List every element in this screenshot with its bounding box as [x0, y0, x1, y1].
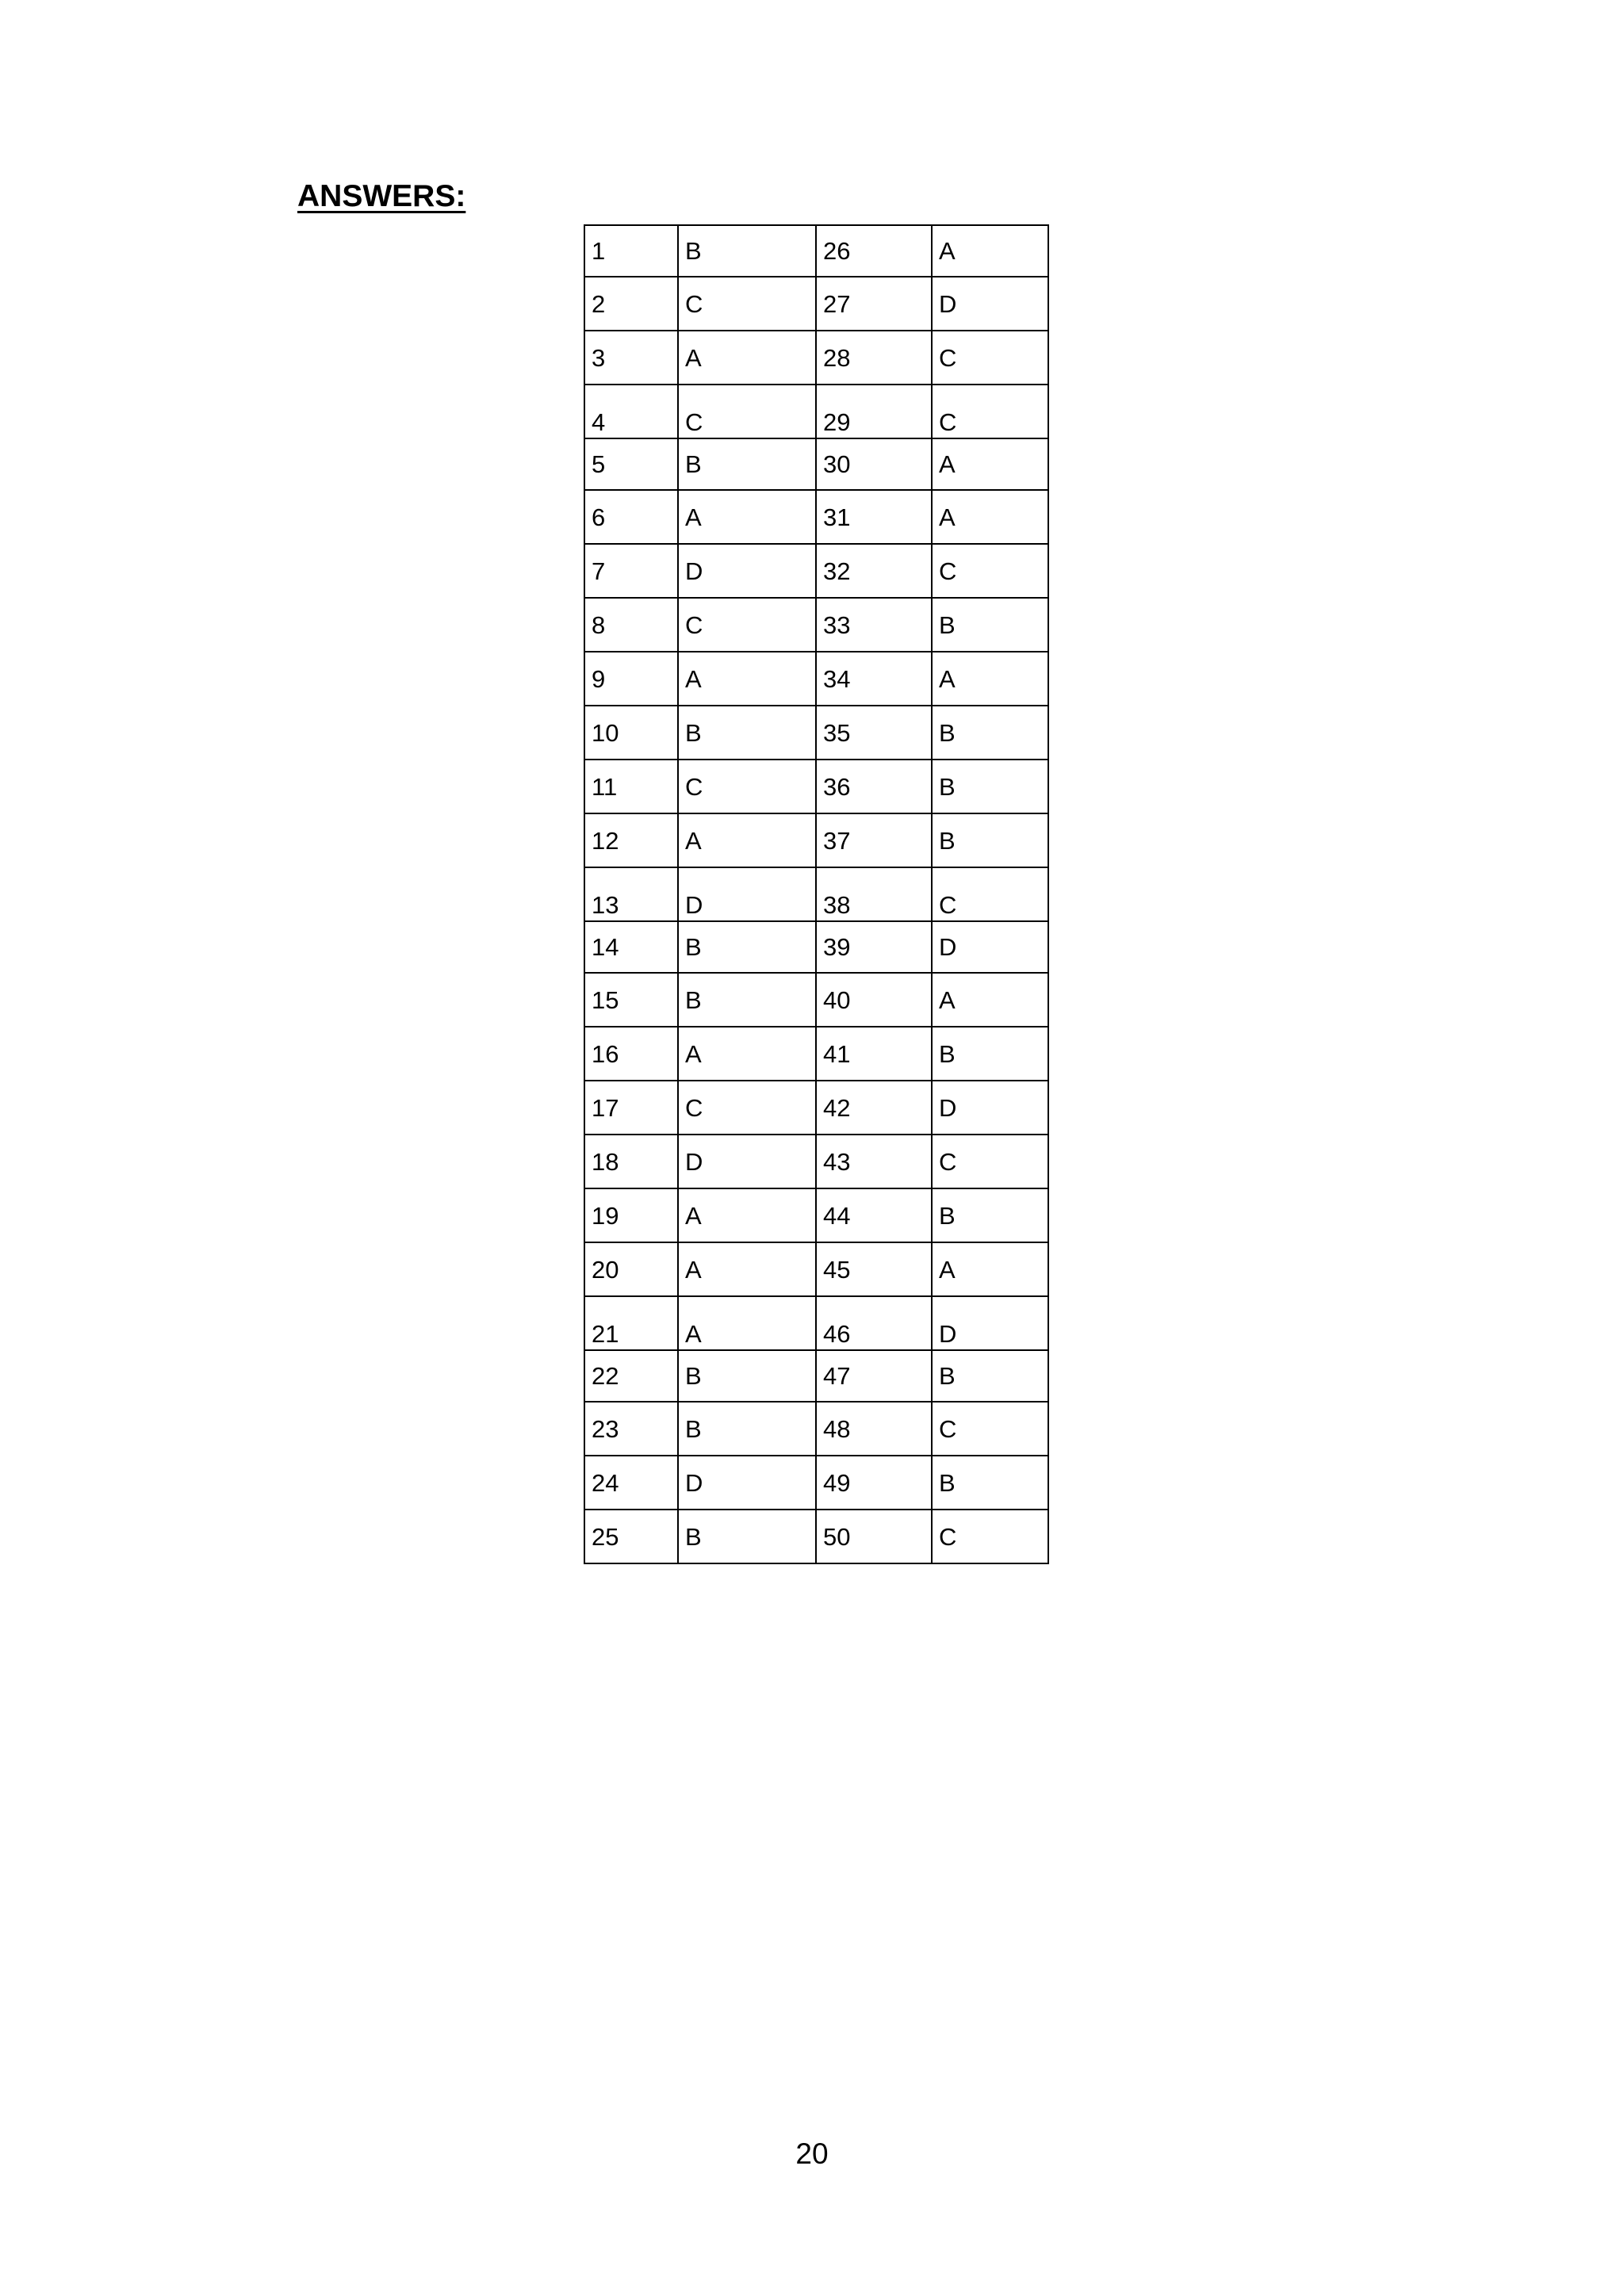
- question-number-cell: 42: [816, 1081, 932, 1135]
- question-number-cell: 33: [816, 598, 932, 652]
- answer-cell: C: [932, 544, 1048, 598]
- question-number-cell: 16: [584, 1027, 678, 1081]
- answer-cell: D: [932, 921, 1048, 973]
- question-number-cell: 24: [584, 1456, 678, 1510]
- answer-cell: C: [932, 1135, 1048, 1188]
- question-number-cell: 26: [816, 225, 932, 277]
- question-number-cell: 36: [816, 760, 932, 813]
- question-number-cell: 46: [816, 1296, 932, 1350]
- answer-cell: A: [678, 331, 816, 385]
- answer-cell: A: [678, 652, 816, 706]
- question-number-cell: 4: [584, 385, 678, 438]
- table-row: [584, 277, 1048, 331]
- answer-cell: A: [932, 652, 1048, 706]
- table-row: [584, 331, 1048, 385]
- answer-cell: C: [678, 598, 816, 652]
- question-number-cell: 40: [816, 973, 932, 1027]
- answer-cell: A: [932, 1242, 1048, 1296]
- question-number-cell: 23: [584, 1402, 678, 1456]
- question-number-cell: 48: [816, 1402, 932, 1456]
- table-row: [584, 867, 1048, 921]
- question-number-cell: 19: [584, 1188, 678, 1242]
- table-row: [584, 973, 1048, 1027]
- question-number-cell: 12: [584, 813, 678, 867]
- answer-cell: D: [678, 867, 816, 921]
- question-number-cell: 30: [816, 438, 932, 490]
- answer-cell: D: [932, 1081, 1048, 1135]
- question-number-cell: 39: [816, 921, 932, 973]
- answer-cell: B: [678, 1510, 816, 1563]
- answer-cell: A: [932, 225, 1048, 277]
- question-number-cell: 29: [816, 385, 932, 438]
- question-number-cell: 15: [584, 973, 678, 1027]
- answer-cell: B: [932, 598, 1048, 652]
- table-row: [584, 1296, 1048, 1350]
- question-number-cell: 11: [584, 760, 678, 813]
- page-heading: ANSWERS:: [297, 179, 466, 213]
- question-number-cell: 35: [816, 706, 932, 760]
- answer-cell: D: [678, 544, 816, 598]
- table-row: [584, 1081, 1048, 1135]
- table-row: [584, 1027, 1048, 1081]
- answer-cell: C: [678, 760, 816, 813]
- answer-cell: A: [678, 1296, 816, 1350]
- table-row: [584, 385, 1048, 438]
- table-row: [584, 490, 1048, 544]
- answer-cell: A: [678, 1188, 816, 1242]
- answer-cell: B: [932, 1350, 1048, 1402]
- table-row: [584, 598, 1048, 652]
- table-row: [584, 921, 1048, 973]
- question-number-cell: 18: [584, 1135, 678, 1188]
- answer-cell: A: [678, 490, 816, 544]
- question-number-cell: 38: [816, 867, 932, 921]
- question-number-cell: 2: [584, 277, 678, 331]
- table-row: [584, 1188, 1048, 1242]
- table-row: [584, 1242, 1048, 1296]
- answer-cell: C: [932, 867, 1048, 921]
- answer-key-table: [584, 224, 1049, 1564]
- answer-key-rows: [584, 225, 1048, 1563]
- table-row: [584, 813, 1048, 867]
- question-number-cell: 3: [584, 331, 678, 385]
- question-number-cell: 20: [584, 1242, 678, 1296]
- table-row: [584, 706, 1048, 760]
- answer-cell: B: [932, 1456, 1048, 1510]
- question-number-cell: 13: [584, 867, 678, 921]
- answer-cell: B: [932, 706, 1048, 760]
- question-number-cell: 34: [816, 652, 932, 706]
- answer-cell: B: [678, 438, 816, 490]
- answer-cell: A: [932, 973, 1048, 1027]
- question-number-cell: 21: [584, 1296, 678, 1350]
- question-number-cell: 28: [816, 331, 932, 385]
- question-number-cell: 45: [816, 1242, 932, 1296]
- question-number-cell: 50: [816, 1510, 932, 1563]
- question-number-cell: 44: [816, 1188, 932, 1242]
- answer-cell: D: [932, 277, 1048, 331]
- table-row: [584, 1135, 1048, 1188]
- answer-cell: B: [932, 760, 1048, 813]
- answer-cell: B: [932, 813, 1048, 867]
- question-number-cell: 32: [816, 544, 932, 598]
- answer-cell: B: [678, 1402, 816, 1456]
- question-number-cell: 47: [816, 1350, 932, 1402]
- table-row: [584, 544, 1048, 598]
- question-number-cell: 10: [584, 706, 678, 760]
- question-number-cell: 22: [584, 1350, 678, 1402]
- table-row: [584, 760, 1048, 813]
- question-number-cell: 14: [584, 921, 678, 973]
- answer-cell: B: [678, 706, 816, 760]
- answer-cell: D: [678, 1456, 816, 1510]
- answer-cell: A: [678, 1027, 816, 1081]
- question-number-cell: 25: [584, 1510, 678, 1563]
- answer-cell: A: [932, 438, 1048, 490]
- answer-cell: B: [678, 225, 816, 277]
- answer-cell: C: [932, 331, 1048, 385]
- question-number-cell: 7: [584, 544, 678, 598]
- page-number: 20: [795, 2137, 829, 2170]
- table-row: [584, 652, 1048, 706]
- table-row: [584, 1456, 1048, 1510]
- question-number-cell: 31: [816, 490, 932, 544]
- answer-cell: C: [678, 1081, 816, 1135]
- answer-cell: D: [678, 1135, 816, 1188]
- table-row: [584, 1402, 1048, 1456]
- answer-cell: C: [678, 385, 816, 438]
- table-row: [584, 1350, 1048, 1402]
- question-number-cell: 49: [816, 1456, 932, 1510]
- question-number-cell: 1: [584, 225, 678, 277]
- answer-cell: B: [932, 1027, 1048, 1081]
- question-number-cell: 37: [816, 813, 932, 867]
- table-row: [584, 438, 1048, 490]
- question-number-cell: 27: [816, 277, 932, 331]
- answer-cell: C: [932, 385, 1048, 438]
- answer-cell: A: [678, 1242, 816, 1296]
- answer-cell: A: [678, 813, 816, 867]
- answer-cell: B: [932, 1188, 1048, 1242]
- question-number-cell: 9: [584, 652, 678, 706]
- answer-cell: C: [932, 1510, 1048, 1563]
- question-number-cell: 41: [816, 1027, 932, 1081]
- answer-cell: D: [932, 1296, 1048, 1350]
- table-row: [584, 225, 1048, 277]
- question-number-cell: 17: [584, 1081, 678, 1135]
- question-number-cell: 6: [584, 490, 678, 544]
- question-number-cell: 8: [584, 598, 678, 652]
- question-number-cell: 43: [816, 1135, 932, 1188]
- answer-cell: A: [932, 490, 1048, 544]
- answer-cell: C: [932, 1402, 1048, 1456]
- answer-cell: B: [678, 1350, 816, 1402]
- table-row: [584, 1510, 1048, 1563]
- answer-cell: B: [678, 973, 816, 1027]
- answer-cell: C: [678, 277, 816, 331]
- question-number-cell: 5: [584, 438, 678, 490]
- answer-cell: B: [678, 921, 816, 973]
